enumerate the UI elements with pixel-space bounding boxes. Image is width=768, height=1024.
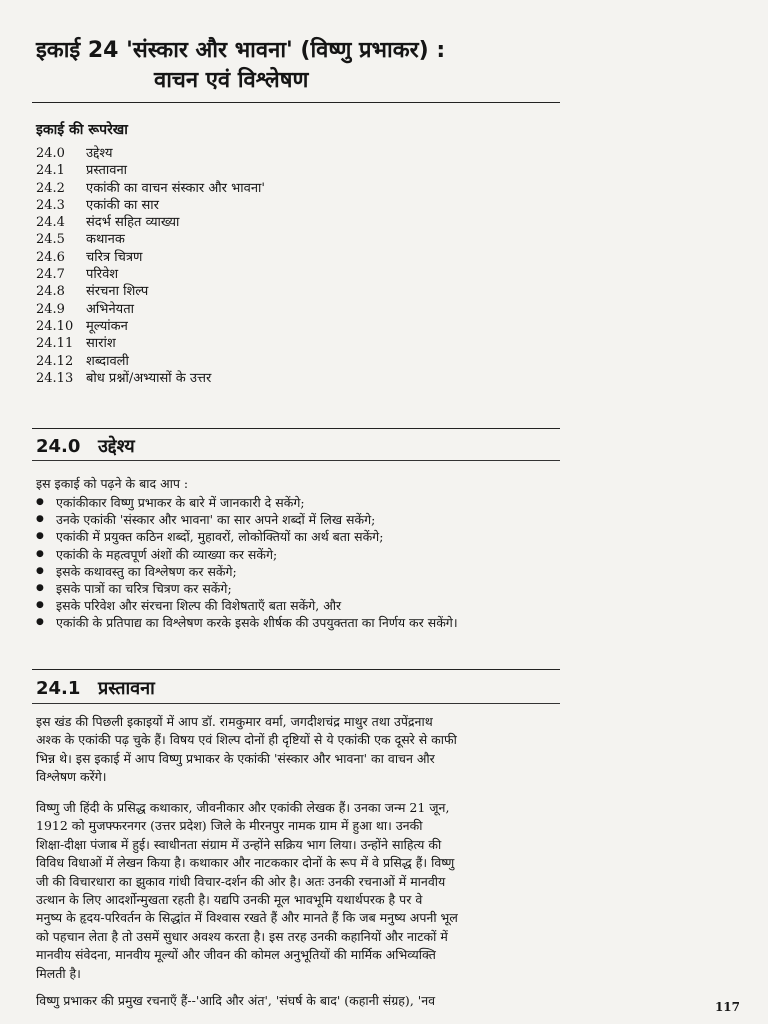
- intro-paragraph-1: [36, 713, 566, 787]
- outline-item-label: मूल्यांकन: [86, 318, 128, 334]
- outline-item: [36, 145, 265, 162]
- section-241-bottom-rule: [32, 703, 560, 704]
- section-241-heading: [36, 676, 155, 700]
- section-240-title: उद्देश्य: [98, 436, 135, 457]
- paragraph-line: को पहचान लेता है तो उसमें सुधार अवश्य करता है। इस तरह उनकी कहानियों और नाटकों में: [36, 928, 448, 944]
- bullet-icon: ●: [36, 514, 44, 525]
- outline-item-label: चरित्र चित्रण: [86, 249, 143, 265]
- objective-text: इसके पात्रों का चरित्र चित्रण कर सकेंगे;: [56, 581, 232, 597]
- objective-item: [36, 597, 458, 614]
- outline-item-number: 24.2: [36, 180, 65, 196]
- section-240-heading: [36, 434, 135, 458]
- outline-item-label: प्रस्तावना: [86, 163, 128, 179]
- objective-item: [36, 511, 458, 528]
- paragraph-line: मानवीय संवेदना, मानवीय मूल्यों और जीवन की कोमल अनुभूतियों की मार्मिक अभिव्यक्ति: [36, 947, 436, 963]
- paragraph-line: विश्लेषण करेंगे।: [36, 769, 107, 785]
- outline-item-number: 24.10: [36, 318, 74, 334]
- objective-text: एकांकी के महत्वपूर्ण अंशों की व्याख्या कर सकेंगे;: [56, 546, 278, 562]
- objective-text: उनके एकांकी 'संस्कार और भावना' का सार अपने शब्दों में लिख सकेंगे;: [56, 512, 376, 528]
- outline-item: [36, 214, 265, 231]
- bullet-icon: ●: [36, 617, 44, 628]
- bullet-icon: ●: [36, 548, 44, 559]
- outline-item-number: 24.4: [36, 215, 65, 231]
- outline-item-label: एकांकी का वाचन संस्कार और भावना': [86, 180, 265, 196]
- outline-item: [36, 283, 265, 300]
- paragraph-line: 1912 को मुजफ्फरनगर (उत्तर प्रदेश) जिले के मीरनपुर नामक ग्राम में हुआ था। उनकी: [36, 818, 423, 834]
- outline-item-label: कथानक: [86, 232, 125, 248]
- outline-item: [36, 266, 265, 283]
- outline-item-label: सारांश: [86, 336, 116, 352]
- bullet-icon: ●: [36, 531, 44, 542]
- objective-item: [36, 528, 458, 545]
- outline-item-label: संदर्भ सहित व्याख्या: [86, 215, 180, 231]
- paragraph-line: जी की विचारधारा का झुकाव गांधी विचार-दर्शन की ओर है। अतः उनकी रचनाओं में मानवीय: [36, 873, 446, 889]
- outline-item: [36, 249, 265, 266]
- objective-item: [36, 614, 458, 631]
- outline-item-number: 24.0: [36, 146, 65, 161]
- objective-item: [36, 563, 458, 580]
- unit-title-line-2: वाचन एवं विश्लेषण: [154, 68, 309, 93]
- outline-list: [36, 145, 265, 387]
- outline-item-number: 24.3: [36, 197, 65, 213]
- objectives-list: [36, 494, 458, 632]
- outline-item-number: 24.6: [36, 249, 65, 265]
- bullet-icon: ●: [36, 565, 44, 576]
- outline-item: [36, 197, 265, 214]
- section-240-bottom-rule: [32, 460, 560, 461]
- objectives-intro: इस इकाई को पढ़ने के बाद आप :: [36, 476, 189, 491]
- objective-text: इसके कथावस्तु का विश्लेषण कर सकेंगे;: [56, 563, 237, 579]
- outline-item-label: संरचना शिल्प: [86, 284, 149, 300]
- outline-item: [36, 335, 265, 352]
- outline-item-number: 24.5: [36, 232, 65, 248]
- paragraph-line: शिक्षा-दीक्षा पंजाब में हुई। स्वाधीनता संग्राम में उन्होंने सक्रिय भाग लिया। उन्होंने साहित्य की: [36, 836, 442, 852]
- outline-item-label: बोध प्रश्नों/अभ्यासों के उत्तर: [86, 370, 212, 386]
- intro-paragraph-3: [36, 992, 566, 1010]
- paragraph-line: उत्थान के लिए आदर्शोन्मुखता रहती है। यद्यपि उनकी मूल भावभूमि यथार्थपरक है पर वे: [36, 892, 423, 908]
- page-number: 117: [714, 1000, 740, 1014]
- outline-item-label: शब्दावली: [86, 353, 129, 369]
- outline-item: [36, 353, 265, 370]
- section-241-title: प्रस्तावना: [98, 678, 155, 699]
- outline-item-number: 24.13: [36, 370, 74, 386]
- bullet-icon: ●: [36, 497, 44, 507]
- objective-item: [36, 580, 458, 597]
- paragraph-line: भिन्न थे। इस इकाई में आप विष्णु प्रभाकर के एकांकी 'संस्कार और भावना' का वाचन और: [36, 750, 435, 766]
- unit-title-line-1: इकाई 24 'संस्कार और भावना' (विष्णु प्रभाकर) :: [36, 38, 446, 63]
- paragraph-line: विष्णु प्रभाकर की प्रमुख रचनाएँ हैं--'आदि और अंत', 'संघर्ष के बाद' (कहानी संग्रह), 'नव: [36, 993, 436, 1008]
- outline-item-number: 24.9: [36, 301, 65, 317]
- objective-text: एकांकी के प्रतिपाद्य का विश्लेषण करके इसके शीर्षक की उपयुक्तता का निर्णय कर सकेंगे।: [56, 615, 458, 631]
- unit-title: [36, 36, 576, 96]
- paragraph-line: विष्णु जी हिंदी के प्रसिद्ध कथाकार, जीवनीकार और एकांकी लेखक हैं। उनका जन्म 21 जून,: [36, 800, 450, 815]
- outline-item-label: एकांकी का सार: [86, 197, 159, 213]
- intro-paragraph-2: [36, 799, 566, 983]
- objective-text: एकांकी में प्रयुक्त कठिन शब्दों, मुहावरों, लोकोक्तियों का अर्थ बता सकेंगे;: [56, 529, 384, 545]
- outline-item-label: उद्देश्य: [86, 146, 113, 161]
- section-240-top-rule: [32, 428, 560, 429]
- outline-item-label: परिवेश: [86, 267, 119, 283]
- section-241-top-rule: [32, 669, 560, 670]
- objective-text: एकांकीकार विष्णु प्रभाकर के बारे में जानकारी दे सकेंगे;: [56, 495, 305, 510]
- outline-item: [36, 301, 265, 318]
- outline-item: [36, 162, 265, 179]
- objective-item: [36, 494, 458, 511]
- outline-heading: इकाई की रूपरेखा: [36, 122, 128, 138]
- section-240-number: 24.0: [36, 436, 81, 457]
- outline-item-number: 24.12: [36, 353, 74, 369]
- section-241-number: 24.1: [36, 678, 81, 699]
- outline-item-number: 24.7: [36, 267, 65, 283]
- title-rule: [32, 102, 560, 103]
- outline-item-number: 24.1: [36, 163, 65, 179]
- objective-text: इसके परिवेश और संरचना शिल्प की विशेषताएँ बता सकेंगे, और: [56, 598, 342, 614]
- outline-item: [36, 370, 265, 387]
- paragraph-line: अश्क के एकांकी पढ़ चुके हैं। विषय एवं शिल्प दोनों ही दृष्टियों से ये एकांकी एक दूसरे से काफी: [36, 732, 457, 748]
- bullet-icon: ●: [36, 583, 44, 594]
- outline-item-label: अभिनेयता: [86, 301, 134, 317]
- paragraph-line: विविध विधाओं में लेखन किया है। कथाकार और नाटककार दोनों के रूप में वे प्रसिद्ध हैं। विष्णु: [36, 855, 455, 871]
- bullet-icon: ●: [36, 600, 44, 611]
- outline-item: [36, 231, 265, 248]
- paragraph-line: इस खंड की पिछली इकाइयों में आप डॉ. रामकुमार वर्मा, जगदीशचंद्र माथुर तथा उपेंद्रनाथ: [36, 714, 433, 729]
- outline-item-number: 24.8: [36, 284, 65, 300]
- outline-item: [36, 180, 265, 197]
- paragraph-line: मिलती है।: [36, 965, 81, 981]
- paragraph-line: मनुष्य के हृदय-परिवर्तन के सिद्धांत में विश्वास रखते हैं और मानते हैं कि जब मनुष्य अपनी भूल: [36, 910, 458, 926]
- outline-item: [36, 318, 265, 335]
- outline-item-number: 24.11: [36, 336, 74, 352]
- objective-item: [36, 546, 458, 563]
